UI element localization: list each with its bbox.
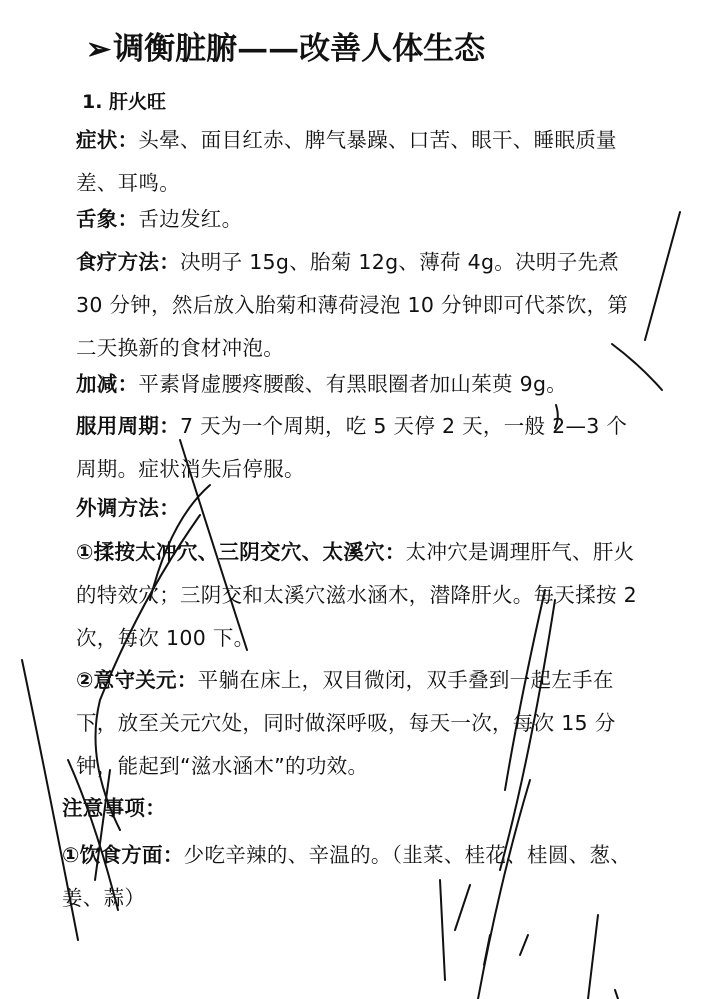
food-paragraph [62, 834, 642, 920]
symptoms-text: 头晕、面目红赤、脾气暴躁、口苦、眼干、睡眠质量差、耳鸣。 [76, 128, 617, 195]
arrow-bullet-icon: ➢ [86, 32, 112, 67]
diet-label: 食疗方法： [76, 250, 180, 274]
massage-paragraph [76, 531, 644, 660]
course-text: 7 天为一个周期，吃 5 天停 2 天，一般 2—3 个周期。症状消失后停服。 [76, 414, 628, 481]
massage-label: ①揉按太冲穴、三阴交穴、太溪穴： [76, 540, 406, 564]
massage-text: 太冲穴是调理肝气、肝火的特效穴；三阴交和太溪穴滋水涵木，潜降肝火。每天揉按 2 次，每次 100 下。 [76, 540, 637, 650]
food-text: 少吃辛辣的、辛温的。（韭菜、桂花、桂圆、葱、姜、蒜） [62, 843, 632, 910]
food-label: ①饮食方面： [62, 843, 184, 867]
section-heading: 1. 肝火旺 [82, 91, 167, 113]
page-title [86, 26, 686, 73]
meditation-label: ②意守关元： [76, 668, 198, 692]
scribble-stroke [645, 212, 680, 340]
cautions-heading [62, 787, 630, 830]
course-paragraph [76, 405, 644, 491]
external-heading [76, 487, 644, 530]
symptoms-label: 症状： [76, 128, 139, 152]
tongue-paragraph [76, 198, 644, 241]
addition-label: 加减： [76, 372, 139, 396]
addition-text: 平素肾虚腰疼腰酸、有黑眼圈者加山茱萸 9g。 [138, 372, 568, 396]
scribble-stroke [484, 935, 490, 965]
scribble-stroke [588, 915, 598, 999]
meditation-text: 平躺在床上，双目微闭，双手叠到一起左手在下，放至关元穴处，同时做深呼吸，每天一次，每次 15 分钟，能起到“滋水涵木”的功效。 [76, 668, 616, 778]
course-label: 服用周期： [76, 414, 180, 438]
scribble-stroke [615, 990, 618, 999]
diet-text: 决明子 15g、胎菊 12g、薄荷 4g。决明子先煮 30 分钟，然后放入胎菊和薄荷浸泡 10 分钟即可代茶饮，第二天换新的食材冲泡。 [76, 250, 629, 360]
meditation-paragraph [76, 659, 644, 788]
addition-paragraph [76, 363, 644, 406]
diet-paragraph [76, 241, 644, 370]
tongue-label: 舌象： [76, 207, 139, 231]
scribble-stroke [520, 935, 528, 955]
tongue-text: 舌边发红。 [138, 207, 243, 231]
cautions-label: 注意事项： [62, 796, 166, 820]
symptoms-paragraph [76, 119, 644, 205]
external-label: 外调方法： [76, 496, 180, 520]
title-text: 调衡脏腑——改善人体生态 [113, 31, 486, 67]
